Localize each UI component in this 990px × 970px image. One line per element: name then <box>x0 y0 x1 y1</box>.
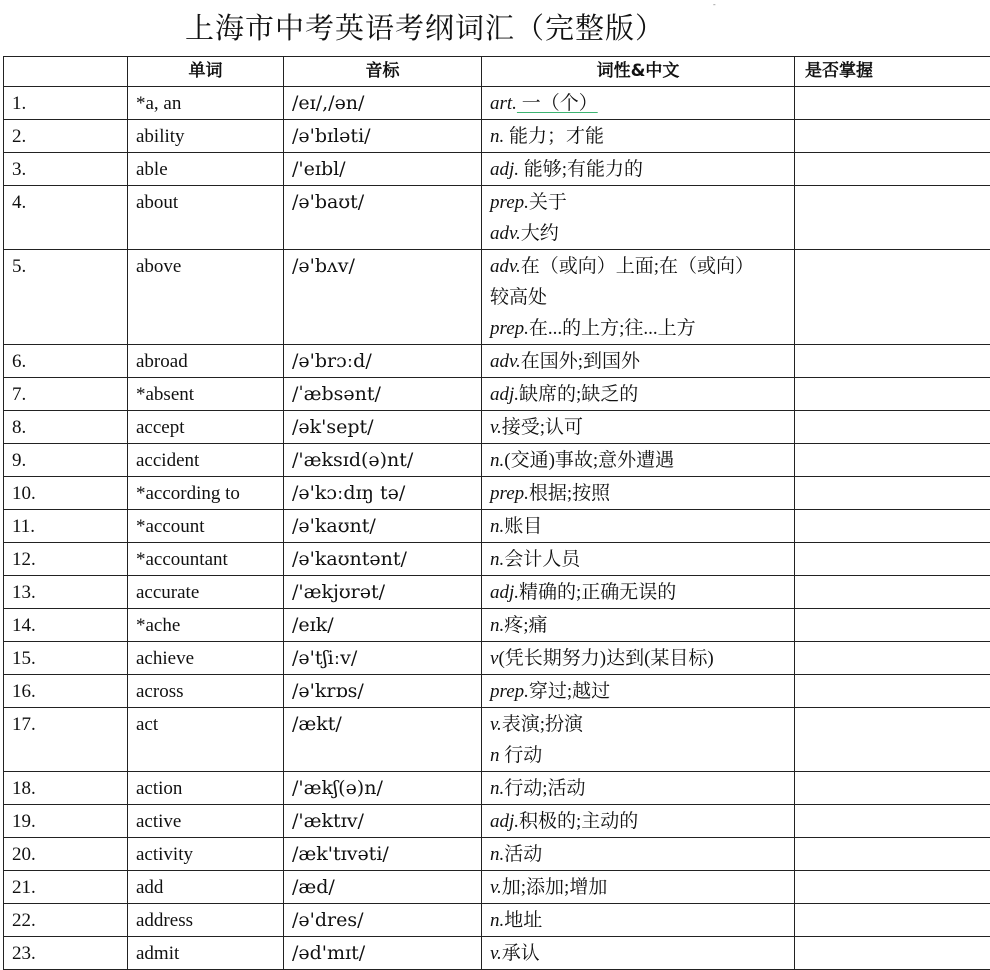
row-phonetic: /ə'kɔːdɪŋ tə/ <box>284 477 482 510</box>
row-phonetic: /æd/ <box>284 871 482 904</box>
row-mastered-cell <box>795 609 990 642</box>
row-meaning <box>482 186 795 250</box>
meaning-text: 在（或向）上面;在（或向） <box>521 256 754 277</box>
meaning-text: 在...的上方;往...上方 <box>529 318 696 339</box>
meaning-line <box>490 938 794 969</box>
header-number <box>4 57 128 87</box>
meaning-line <box>490 740 794 771</box>
part-of-speech: n. <box>490 126 504 147</box>
row-word: address <box>128 904 284 937</box>
meaning-text: 关于 <box>529 192 567 213</box>
row-mastered-cell <box>795 871 990 904</box>
vocabulary-table <box>3 56 990 970</box>
part-of-speech: prep. <box>490 192 529 213</box>
row-meaning <box>482 153 795 186</box>
part-of-speech: adv. <box>490 223 521 244</box>
row-mastered-cell <box>795 642 990 675</box>
row-word: accurate <box>128 576 284 609</box>
row-mastered-cell <box>795 904 990 937</box>
row-meaning <box>482 444 795 477</box>
row-number: 16. <box>4 675 128 708</box>
meaning-line <box>490 313 794 344</box>
row-phonetic: /ə'kaʊnt/ <box>284 510 482 543</box>
part-of-speech: n <box>490 745 500 766</box>
row-word: *ache <box>128 609 284 642</box>
meaning-line <box>490 379 794 410</box>
row-mastered-cell <box>795 510 990 543</box>
row-mastered-cell <box>795 543 990 576</box>
row-meaning <box>482 642 795 675</box>
table-row <box>4 772 990 805</box>
meaning-text: 账目 <box>504 516 542 537</box>
row-word: above <box>128 250 284 345</box>
meaning-text: 能够;有能力的 <box>519 159 643 180</box>
row-meaning <box>482 510 795 543</box>
row-number: 20. <box>4 838 128 871</box>
meaning-text: 表演;扮演 <box>502 714 583 735</box>
meaning-text: 活动 <box>504 844 542 865</box>
row-phonetic: /'ækʃ(ə)n/ <box>284 772 482 805</box>
part-of-speech: v. <box>490 714 502 735</box>
table-row <box>4 675 990 708</box>
row-phonetic: /ækt/ <box>284 708 482 772</box>
row-word: *a, an <box>128 87 284 120</box>
meaning-line <box>490 643 794 674</box>
meaning-line <box>490 511 794 542</box>
part-of-speech: prep. <box>490 681 529 702</box>
row-mastered-cell <box>795 576 990 609</box>
row-number: 6. <box>4 345 128 378</box>
row-meaning <box>482 477 795 510</box>
meaning-line <box>490 445 794 476</box>
meaning-text: 精确的;正确无误的 <box>519 582 676 603</box>
part-of-speech: n. <box>490 615 504 636</box>
table-row <box>4 708 990 772</box>
table-row <box>4 609 990 642</box>
part-of-speech: adj. <box>490 384 519 405</box>
row-phonetic: /'ækjʊrət/ <box>284 576 482 609</box>
table-row <box>4 642 990 675</box>
row-word: add <box>128 871 284 904</box>
row-word: about <box>128 186 284 250</box>
row-phonetic: /ək'sept/ <box>284 411 482 444</box>
row-number: 2. <box>4 120 128 153</box>
table-row <box>4 477 990 510</box>
meaning-text: 较高处 <box>490 287 547 308</box>
row-meaning <box>482 805 795 838</box>
table-row <box>4 576 990 609</box>
header-meaning: 词性&中文 <box>482 57 795 87</box>
meaning-line <box>490 773 794 804</box>
meaning-line <box>490 610 794 641</box>
meaning-text: 行动;活动 <box>504 778 585 799</box>
row-mastered-cell <box>795 186 990 250</box>
document-title: 上海市中考英语考纲词汇（完整版） <box>0 6 850 47</box>
meaning-line <box>490 806 794 837</box>
row-mastered-cell <box>795 378 990 411</box>
meaning-line <box>490 412 794 443</box>
table-body <box>4 87 990 970</box>
table-row <box>4 378 990 411</box>
row-number: 23. <box>4 937 128 970</box>
row-number: 1. <box>4 87 128 120</box>
table-row <box>4 937 990 970</box>
part-of-speech: n. <box>490 516 504 537</box>
row-meaning <box>482 904 795 937</box>
table-row <box>4 186 990 250</box>
row-word: *account <box>128 510 284 543</box>
table-row <box>4 838 990 871</box>
row-number: 11. <box>4 510 128 543</box>
meaning-text: (凭长期努力)达到(某目标) <box>498 648 713 669</box>
table-row <box>4 543 990 576</box>
row-phonetic: /eɪ/,/ən/ <box>284 87 482 120</box>
row-number: 18. <box>4 772 128 805</box>
row-number: 15. <box>4 642 128 675</box>
row-phonetic: /'eɪbl/ <box>284 153 482 186</box>
table-row <box>4 250 990 345</box>
row-mastered-cell <box>795 250 990 345</box>
row-phonetic: /ə'bʌv/ <box>284 250 482 345</box>
row-number: 10. <box>4 477 128 510</box>
meaning-line <box>490 544 794 575</box>
row-phonetic: /ə'baʊt/ <box>284 186 482 250</box>
row-mastered-cell <box>795 772 990 805</box>
row-meaning <box>482 772 795 805</box>
row-meaning <box>482 937 795 970</box>
row-word: achieve <box>128 642 284 675</box>
part-of-speech: v <box>490 648 498 669</box>
meaning-line <box>490 154 794 185</box>
table-row <box>4 805 990 838</box>
table-row <box>4 153 990 186</box>
row-word: accident <box>128 444 284 477</box>
meaning-line <box>490 676 794 707</box>
part-of-speech: n. <box>490 549 504 570</box>
row-mastered-cell <box>795 444 990 477</box>
row-phonetic: /əd'mɪt/ <box>284 937 482 970</box>
table-row <box>4 871 990 904</box>
part-of-speech: v. <box>490 877 502 898</box>
meaning-text: 疼;痛 <box>504 615 547 636</box>
table-row <box>4 120 990 153</box>
meaning-text: 会计人员 <box>504 549 580 570</box>
header-phonetic: 音标 <box>284 57 482 87</box>
header-mastered: 是否掌握 <box>795 57 990 87</box>
row-mastered-cell <box>795 805 990 838</box>
meaning-text: 能力；才能 <box>504 126 604 147</box>
row-phonetic: /ə'dres/ <box>284 904 482 937</box>
row-number: 22. <box>4 904 128 937</box>
row-phonetic: /ə'bɪləti/ <box>284 120 482 153</box>
corner-mark: - <box>713 0 716 9</box>
row-mastered-cell <box>795 675 990 708</box>
meaning-line <box>490 478 794 509</box>
part-of-speech: prep. <box>490 318 529 339</box>
part-of-speech: n. <box>490 778 504 799</box>
meaning-text: 积极的;主动的 <box>519 811 638 832</box>
row-number: 3. <box>4 153 128 186</box>
row-word: action <box>128 772 284 805</box>
meaning-text: 根据;按照 <box>529 483 610 504</box>
row-meaning <box>482 378 795 411</box>
row-mastered-cell <box>795 838 990 871</box>
part-of-speech: prep. <box>490 483 529 504</box>
meaning-line <box>490 218 794 249</box>
meaning-text: 一（个） <box>517 93 598 114</box>
row-meaning <box>482 708 795 772</box>
row-phonetic: /ə'brɔːd/ <box>284 345 482 378</box>
meaning-text: 缺席的;缺乏的 <box>519 384 638 405</box>
row-mastered-cell <box>795 120 990 153</box>
table-row <box>4 444 990 477</box>
row-phonetic: /ˈæbsənt/ <box>284 378 482 411</box>
row-mastered-cell <box>795 708 990 772</box>
row-word: across <box>128 675 284 708</box>
part-of-speech: v. <box>490 417 502 438</box>
meaning-text: 在国外;到国外 <box>521 351 640 372</box>
row-number: 9. <box>4 444 128 477</box>
row-number: 5. <box>4 250 128 345</box>
meaning-line <box>490 709 794 740</box>
row-meaning <box>482 576 795 609</box>
meaning-text: 行动 <box>500 745 543 766</box>
table-row <box>4 87 990 120</box>
row-word: *accountant <box>128 543 284 576</box>
table-row <box>4 510 990 543</box>
meaning-text: 穿过;越过 <box>529 681 610 702</box>
table-row <box>4 411 990 444</box>
row-number: 13. <box>4 576 128 609</box>
row-word: active <box>128 805 284 838</box>
row-number: 4. <box>4 186 128 250</box>
part-of-speech: n. <box>490 844 504 865</box>
meaning-line <box>490 577 794 608</box>
row-phonetic: /'æktɪv/ <box>284 805 482 838</box>
row-number: 19. <box>4 805 128 838</box>
row-meaning <box>482 675 795 708</box>
meaning-text: 加;添加;增加 <box>502 877 608 898</box>
row-meaning <box>482 543 795 576</box>
row-meaning <box>482 345 795 378</box>
part-of-speech: n. <box>490 910 504 931</box>
meaning-text: (交通)事故;意外遭遇 <box>504 450 674 471</box>
row-number: 7. <box>4 378 128 411</box>
row-meaning <box>482 838 795 871</box>
meaning-line <box>490 251 794 282</box>
row-phonetic: /ə'krɒs/ <box>284 675 482 708</box>
meaning-line <box>490 346 794 377</box>
row-phonetic: /ə'tʃiːv/ <box>284 642 482 675</box>
row-mastered-cell <box>795 937 990 970</box>
meaning-line <box>490 905 794 936</box>
row-number: 12. <box>4 543 128 576</box>
meaning-text: 承认 <box>502 943 540 964</box>
meaning-line <box>490 121 794 152</box>
part-of-speech: adv. <box>490 256 521 277</box>
part-of-speech: v. <box>490 943 502 964</box>
part-of-speech: adv. <box>490 351 521 372</box>
row-mastered-cell <box>795 345 990 378</box>
row-number: 17. <box>4 708 128 772</box>
row-mastered-cell <box>795 153 990 186</box>
part-of-speech: adj. <box>490 811 519 832</box>
row-number: 21. <box>4 871 128 904</box>
header-word: 单词 <box>128 57 284 87</box>
part-of-speech: adj. <box>490 159 519 180</box>
row-mastered-cell <box>795 477 990 510</box>
part-of-speech: n. <box>490 450 504 471</box>
row-phonetic: /ə'kaʊntənt/ <box>284 543 482 576</box>
meaning-line <box>490 187 794 218</box>
row-word: *according to <box>128 477 284 510</box>
part-of-speech: adj. <box>490 582 519 603</box>
row-meaning <box>482 87 795 120</box>
row-number: 8. <box>4 411 128 444</box>
row-meaning <box>482 250 795 345</box>
row-mastered-cell <box>795 411 990 444</box>
meaning-line <box>490 839 794 870</box>
row-word: admit <box>128 937 284 970</box>
table-header-row <box>4 57 990 87</box>
table-row <box>4 345 990 378</box>
row-phonetic: /'æksɪd(ə)nt/ <box>284 444 482 477</box>
row-phonetic: /eɪk/ <box>284 609 482 642</box>
table-row <box>4 904 990 937</box>
row-word: act <box>128 708 284 772</box>
row-word: accept <box>128 411 284 444</box>
row-meaning <box>482 411 795 444</box>
meaning-text: 接受;认可 <box>502 417 583 438</box>
row-meaning <box>482 871 795 904</box>
row-word: ability <box>128 120 284 153</box>
row-word: activity <box>128 838 284 871</box>
row-meaning <box>482 609 795 642</box>
part-of-speech: art. <box>490 93 517 114</box>
row-meaning <box>482 120 795 153</box>
row-number: 14. <box>4 609 128 642</box>
row-word: able <box>128 153 284 186</box>
meaning-line <box>490 88 794 119</box>
row-mastered-cell <box>795 87 990 120</box>
row-word: abroad <box>128 345 284 378</box>
meaning-text: 地址 <box>504 910 542 931</box>
row-word: *absent <box>128 378 284 411</box>
meaning-line <box>490 282 794 313</box>
meaning-line <box>490 872 794 903</box>
meaning-text: 大约 <box>521 223 559 244</box>
row-phonetic: /æk'tɪvəti/ <box>284 838 482 871</box>
